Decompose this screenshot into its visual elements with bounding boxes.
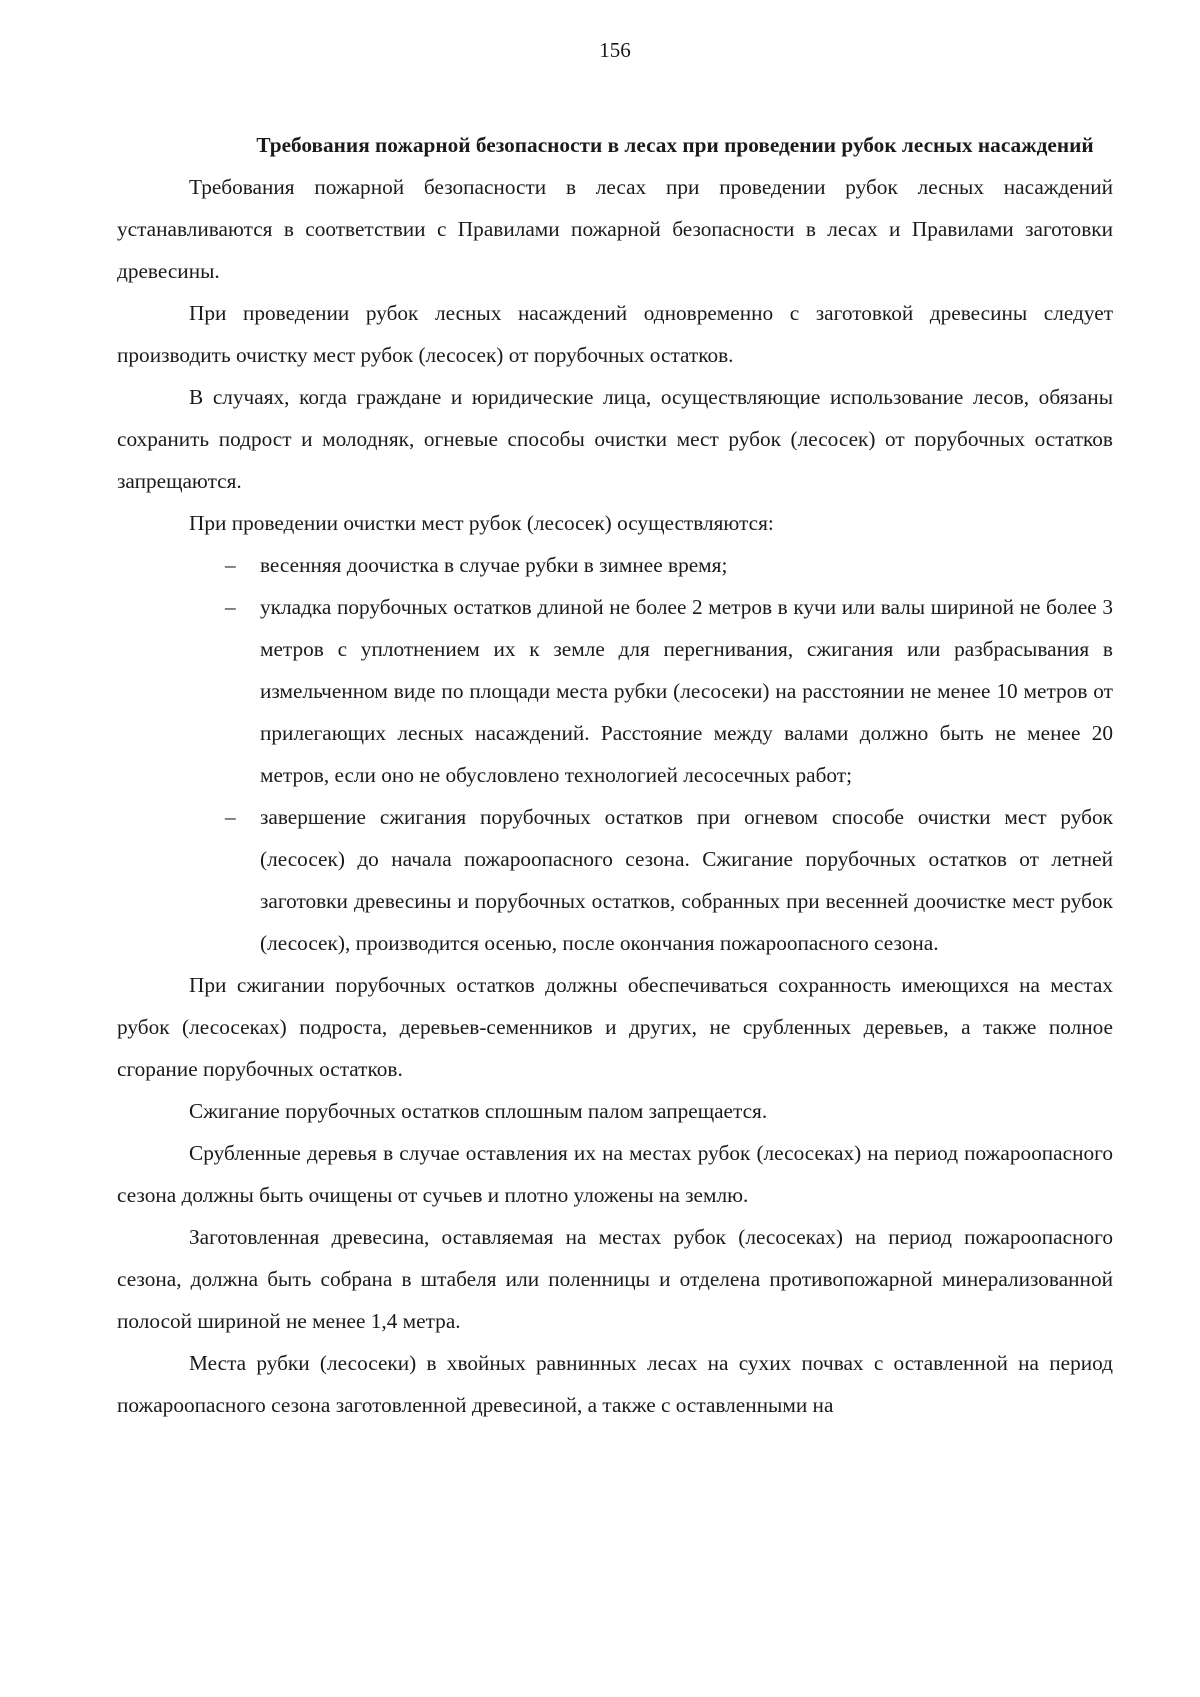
dash-list bbox=[117, 544, 1113, 964]
paragraph: В случаях, когда граждане и юридические лица, осуществляющие использование лесов, обязаны сохранить подрост и молодняк, огневые способы очистки мест рубок (лесосек) от порубочных остатков запрещаются. bbox=[117, 385, 1113, 493]
paragraph: При проведении рубок лесных насаждений одновременно с заготовкой древесины следует производить очистку мест рубок (лесосек) от порубочных остатков. bbox=[117, 301, 1113, 367]
paragraph: Срубленные деревья в случае оставления их на местах рубок (лесосеках) на период пожароопасного сезона должны быть очищены от сучьев и плотно уложены на землю. bbox=[117, 1141, 1113, 1207]
list-item-text: завершение сжигания порубочных остатков при огневом способе очистки мест рубок (лесосек) до начала пожароопасного сезона. Сжигание порубочных остатков от летней заготовки древесины и порубочных остатков, собранных при весенней доочистке мест рубок (лесосек), производится осенью, после окончания пожароопасного сезона. bbox=[260, 805, 1113, 955]
section-title: Требования пожарной безопасности в лесах при проведении рубок лесных насаждений bbox=[256, 133, 1094, 157]
page-number: 156 bbox=[599, 38, 631, 62]
paragraph: Сжигание порубочных остатков сплошным палом запрещается. bbox=[189, 1099, 768, 1123]
dash-bullet: – bbox=[225, 553, 236, 577]
document-body bbox=[117, 124, 1113, 1426]
paragraph: Места рубки (лесосеки) в хвойных равнинных лесах на сухих почвах с оставленной на период пожароопасного сезона заготовленной древесиной, а также с оставленными на bbox=[117, 1351, 1113, 1417]
list-item bbox=[117, 544, 1113, 586]
dash-bullet: – bbox=[225, 595, 236, 619]
paragraph: Заготовленная древесина, оставляемая на местах рубок (лесосеках) на период пожароопасного сезона, должна быть собрана в штабеля или поленницы и отделена противопожарной минерализованной полосой шириной не менее 1,4 метра. bbox=[117, 1225, 1113, 1333]
paragraph: При проведении очистки мест рубок (лесосек) осуществляются: bbox=[189, 511, 774, 535]
list-item bbox=[117, 586, 1113, 796]
paragraph: При сжигании порубочных остатков должны обеспечиваться сохранность имеющихся на местах рубок (лесосеках) подроста, деревьев-семенников и других, не срубленных деревьев, а также полное сгорание порубочных остатков. bbox=[117, 973, 1113, 1081]
list-item bbox=[117, 796, 1113, 964]
list-item-text: укладка порубочных остатков длиной не более 2 метров в кучи или валы шириной не более 3 метров с уплотнением их к земле для перегнивания, сжигания или разбрасывания в измельченном виде по площади места рубки (лесосеки) на расстоянии не менее 10 метров от прилегающих лесных насаждений. Расстояние между валами должно быть не менее 20 метров, если оно не обусловлено технологией лесосечных работ; bbox=[260, 595, 1113, 787]
paragraph: Требования пожарной безопасности в лесах при проведении рубок лесных насаждений устанавливаются в соответствии с Правилами пожарной безопасности в лесах и Правилами заготовки древесины. bbox=[117, 175, 1113, 283]
dash-bullet: – bbox=[225, 805, 236, 829]
list-item-text: весенняя доочистка в случае рубки в зимнее время; bbox=[260, 553, 728, 577]
